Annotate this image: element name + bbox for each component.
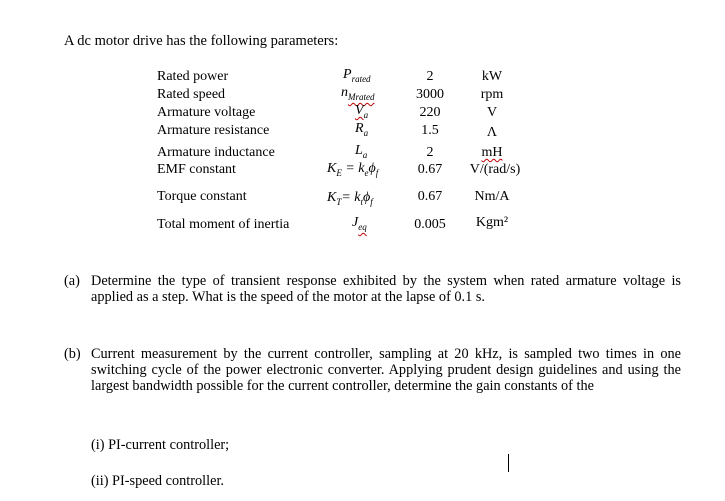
text-cursor (508, 454, 509, 472)
param-unit: V/(rad/s) (469, 162, 521, 177)
param-symbol: $P_{rated}$ (343, 67, 371, 84)
param-name: Torque constant (157, 189, 247, 204)
param-name: Total moment of inertia (157, 217, 290, 232)
param-symbol: $J_{eq}$ (352, 215, 367, 232)
param-value: 3000 (416, 87, 444, 102)
param-name: Rated speed (157, 87, 226, 102)
param-name: EMF constant (157, 162, 236, 177)
param-value: 220 (419, 105, 441, 120)
param-name: Rated power (157, 69, 229, 84)
param-unit: kW (481, 69, 503, 84)
question-a-label: (a) (64, 273, 80, 289)
param-unit: rpm (480, 87, 504, 102)
param-value: 2 (426, 69, 434, 84)
param-value: 0.005 (414, 217, 446, 232)
param-symbol: $K_T= k_t\phi_f$ (327, 190, 373, 207)
param-symbol: $n_{Mrated}$ (341, 85, 375, 102)
param-value: 0.67 (417, 162, 443, 177)
question-a-text: Determine the type of transient response exhibited by the system when rated armature voltage is applied as a step. What is the speed of the motor at the lapse of 0.1 s. (91, 273, 681, 305)
param-unit: Λ (486, 125, 498, 140)
param-value: 0.67 (417, 189, 443, 204)
question-a (64, 273, 684, 323)
param-symbol: $K_E = k_e\phi_f$ (327, 161, 379, 178)
intro-text: A dc motor drive has the following parameters: (64, 33, 339, 49)
sub-question-ii: (ii) PI-speed controller. (91, 473, 224, 489)
param-unit: Kgm² (475, 215, 509, 230)
sub-question-i: (i) PI-current controller; (91, 437, 230, 453)
param-unit: Nm/A (474, 189, 510, 204)
question-b-text: Current measurement by the current controller, sampling at 20 kHz, is sampled two times in one switching cycle of the power electronic converter. Applying prudent design guidelines and using the largest bandwidth possible for the current controller, determine the gain constants of the (91, 346, 681, 394)
param-unit: V (486, 105, 498, 120)
param-symbol: $V_a$ (355, 103, 369, 120)
param-symbol: $R_a$ (355, 121, 369, 138)
param-name: Armature voltage (157, 105, 256, 120)
param-value: 2 (426, 145, 434, 160)
question-b (64, 346, 684, 416)
question-b-label: (b) (64, 346, 81, 362)
param-symbol: $L_a$ (355, 143, 368, 160)
param-name: Armature inductance (157, 145, 275, 160)
param-unit: mH (481, 145, 503, 160)
param-value: 1.5 (421, 123, 439, 138)
param-name: Armature resistance (157, 123, 270, 138)
